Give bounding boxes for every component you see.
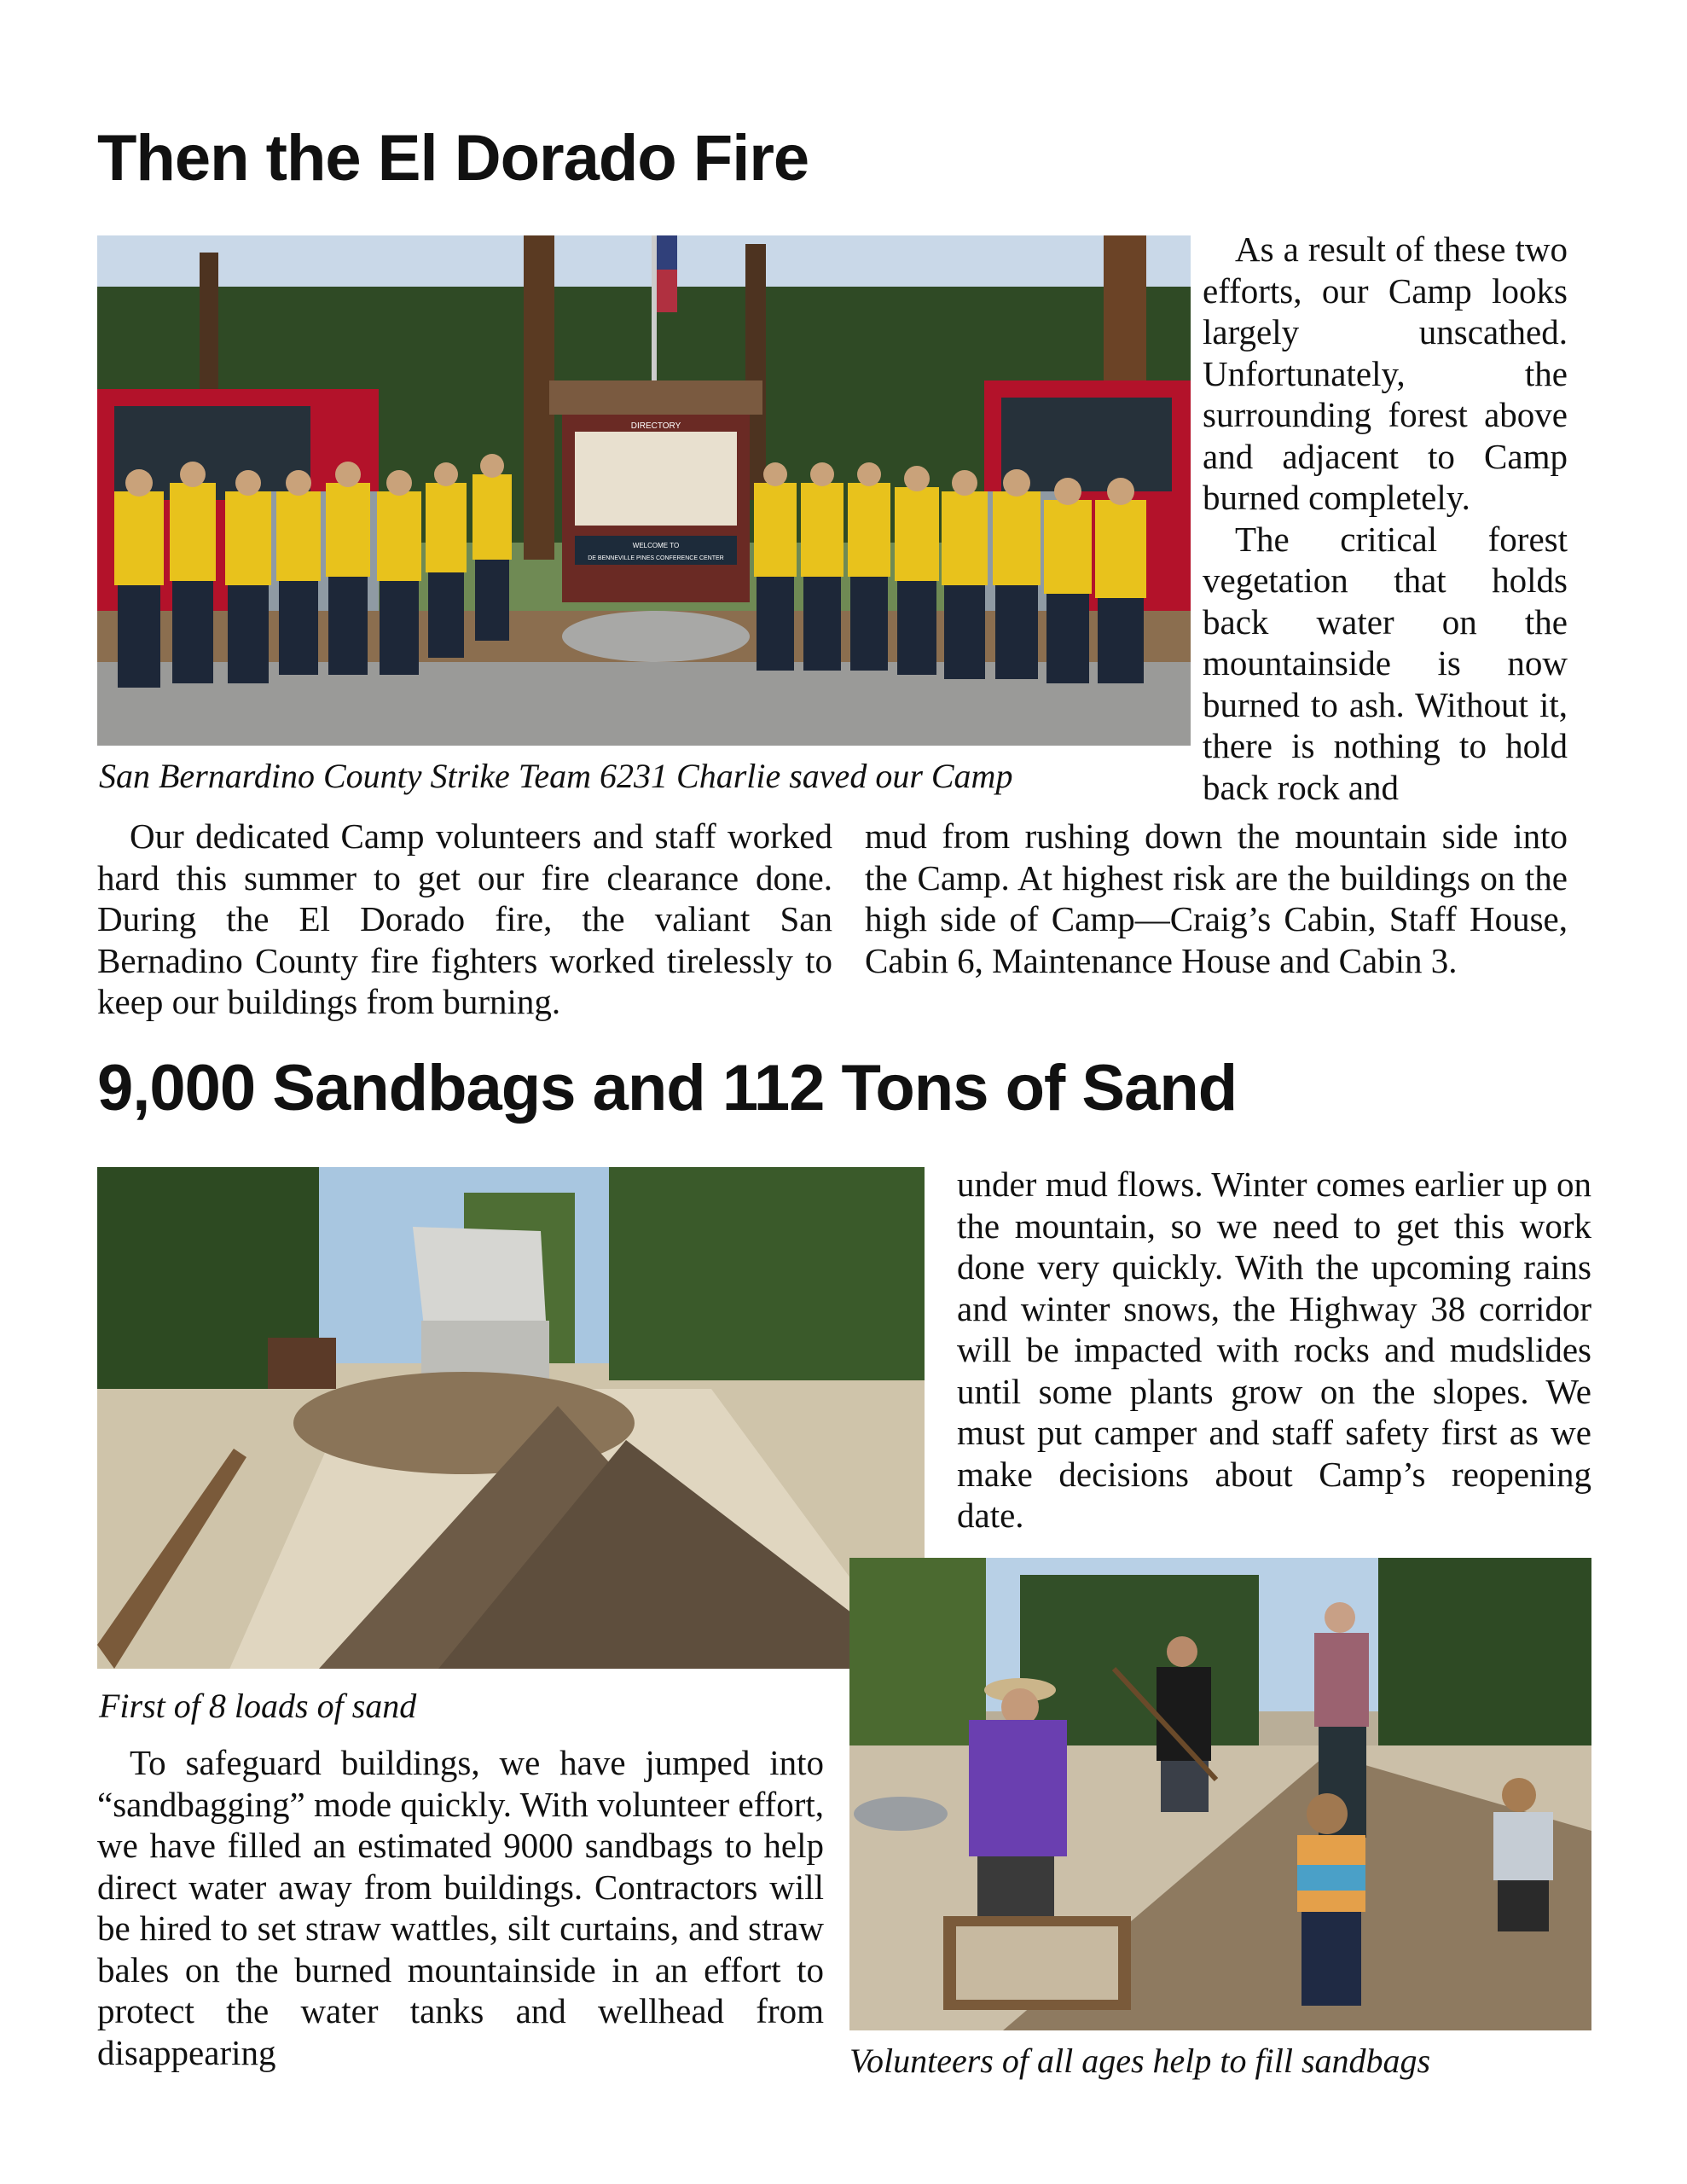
section-heading-el-dorado-fire: Then the El Dorado Fire [97, 122, 809, 195]
sign-welcome-text: WELCOME TO [632, 542, 680, 549]
section1-right-bottom-text: mud from rushing down the mountain side into the Camp. At highest risk are the buildings on the high side of Camp—Craig’s Cabin, Staff House, Cabin 6, Maintenance House and Cabin 3. [865, 816, 1568, 980]
sand-truck-photo-caption: First of 8 loads of sand [99, 1687, 417, 1725]
volunteers-photo-caption: Volunteers of all ages help to fill sandbags [849, 2042, 1431, 2080]
section-heading-sandbags: 9,000 Sandbags and 112 Tons of Sand [97, 1052, 1238, 1124]
section2-right-top-text: under mud flows. Winter comes earlier up on the mountain, so we need to get this work done very quickly. With the upcoming rains and winter snows, the Highway 38 corridor will be impacted with rocks and mudslides until some plants grow on the slopes. We must put camper and staff safety first as we make decisions about Camp’s reopening date. [957, 1165, 1591, 1535]
volunteers-photo [849, 1558, 1591, 2030]
firefighters-photo-caption: San Bernardino County Strike Team 6231 Charlie saved our Camp [99, 757, 1013, 795]
sign-center-name-text: DE BENNEVILLE PINES CONFERENCE CENTER [588, 555, 724, 561]
firefighters-photo [97, 235, 1191, 746]
section1-right-column-text: As a result of these two efforts, our Camp looks largely unscathed. Unfortunately, the surrounding forest above and adjacent to Camp burned completely. The critical forest vegetation that holds back water on the mountainside is now burned to ash. Without it, there is nothing to hold back rock and [1203, 229, 1568, 807]
section2-left-bottom-text: To safeguard buildings, we have jumped into “sandbagging” mode quickly. With volunteer effort, we have filled an estimated 9000 sandbags to help direct water away from buildings. Contractors will be hired to set straw wattles, silt curtains, and straw bales on the burned mountainside in an effort to protect the water tanks and wellhead from disappearing [97, 1743, 824, 2072]
section1-left-bottom-text: Our dedicated Camp volunteers and staff worked hard this summer to get our fire clearance done. During the El Dorado fire, the valiant San Bernadino County fire fighters worked tirelessly to keep our buildings from burning. [97, 816, 832, 1021]
sign-directory-text: DIRECTORY [630, 421, 681, 431]
sand-truck-photo [97, 1167, 925, 1669]
